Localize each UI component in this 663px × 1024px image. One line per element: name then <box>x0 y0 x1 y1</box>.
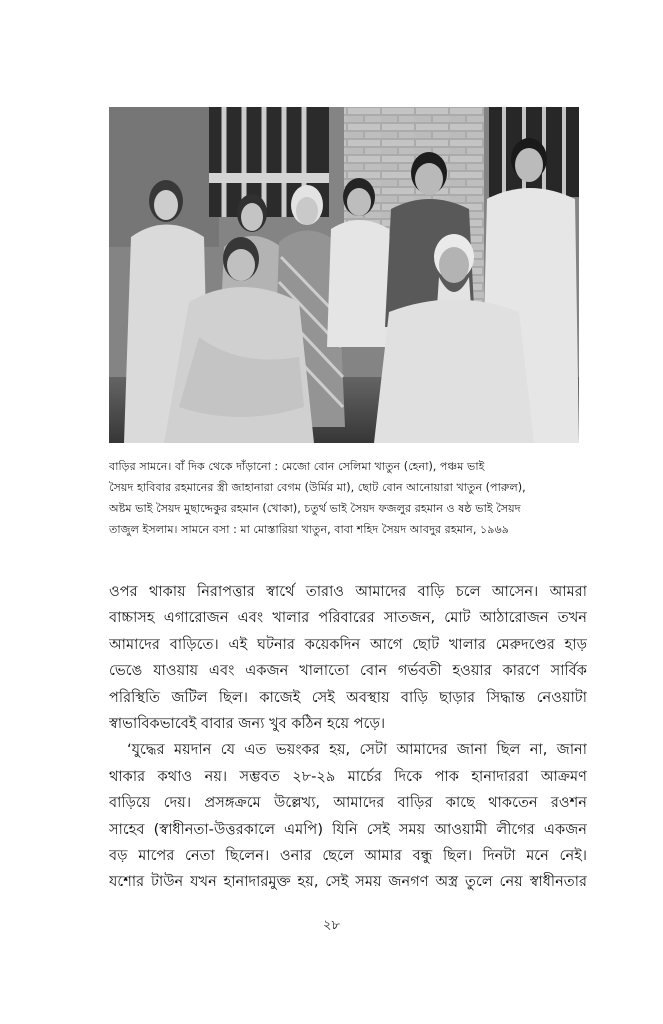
body-line: সাহেব (স্বাধীনতা-উত্তরকালে এমপি) যিনি সেই সময় আওয়ামী লীগের একজন <box>109 820 587 838</box>
caption-line: অষ্টম ভাই সৈয়দ মুছাদ্দেকুর রহমান (খোকা), চতুর্থ ভাই সৈয়দ ফজলুর রহমান ও ষষ্ঠ ভাই সৈয়দ <box>109 502 521 515</box>
family-photo-image <box>109 107 579 443</box>
body-line: থাকার কথাও নয়। সম্ভবত ২৮-২৯ মার্চের দিকে পাক হানাদাররা আক্রমণ <box>109 767 587 785</box>
body-line: বাড়িয়ে দেয়। প্রসঙ্গক্রমে উল্লেখ্য, আমাদের বাড়ির কাছে থাকতেন রওশন <box>109 794 587 812</box>
page-number: ২৮ <box>323 918 340 933</box>
family-photo <box>109 107 579 443</box>
body-line: স্বাভাবিকভাবেই বাবার জন্য খুব কঠিন হয়ে পড়ে। <box>109 715 386 733</box>
body-line: আমাদের বাড়িতে। এই ঘটনার কয়েকদিন আগে ছোট খালার মেরুদণ্ডের হাড় <box>109 635 587 653</box>
photo-caption <box>109 456 584 540</box>
body-line: যশোর টাউন যখন হানাদারমুক্ত হয়, সেই সময় জনগণ অস্ত্র তুলে নেয় স্বাধীনতার <box>109 873 587 891</box>
caption-line: সৈয়দ হাবিবার রহমানের স্ত্রী জাহানারা বেগম (উর্মির মা), ছোট বোন আনোয়ারা খাতুন (পারুল), <box>109 481 526 494</box>
body-line: পরিস্থিতি জটিল ছিল। কাজেই সেই অবস্থায় বাড়ি ছাড়ার সিদ্ধান্ত নেওয়াটা <box>109 688 587 706</box>
body-line: ওপর থাকায় নিরাপত্তার স্বার্থে তারাও আমাদের বাড়ি চলে আসেন। আমরা <box>109 583 587 600</box>
caption-line: বাড়ির সামনে। বাঁ দিক থেকে দাঁড়ানো : মেজো বোন সেলিমা খাতুন (হেনা), পঞ্চম ভাই <box>109 460 485 473</box>
body-line: ভেঙে যাওয়ায় এবং একজন খালাতো বোন গর্ভবতী হওয়ার কারণে সার্বিক <box>109 662 587 680</box>
body-line: বড় মাপের নেতা ছিলেন। ওনার ছেলে আমার বন্ধু ছিল। দিনটা মনে নেই। <box>109 847 587 865</box>
body-text <box>109 579 587 896</box>
body-line: ‘যুদ্ধের ময়দান যে এত ভয়ংকর হয়, সেটা আমাদের জানা ছিল না, জানা <box>127 741 587 759</box>
caption-line: তাজুল ইসলাম। সামনে বসা : মা মোস্তারিয়া খাতুন, বাবা শহিদ সৈয়দ আবদুর রহমান, ১৯৬৯ <box>109 523 509 536</box>
body-line: বাচ্চাসহ এগারোজন এবং খালার পরিবারের সাতজন, মোট আঠারোজন তখন <box>109 609 587 627</box>
